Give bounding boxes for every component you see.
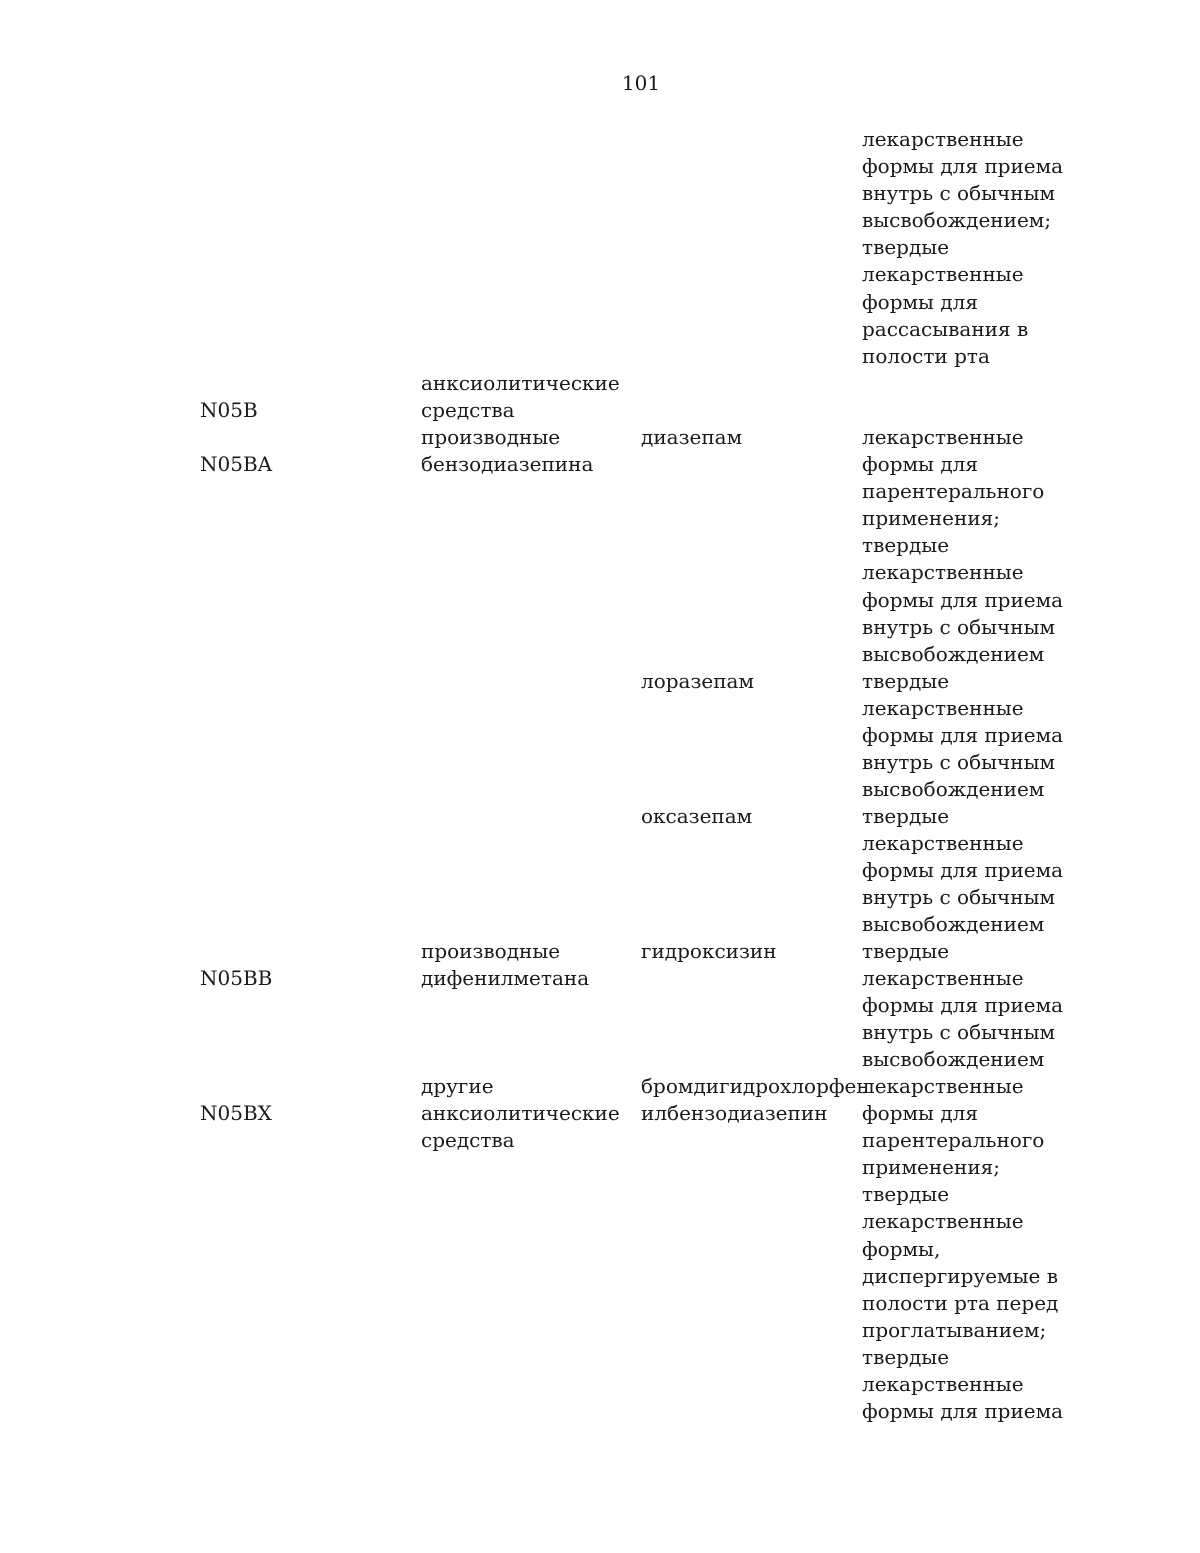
group-name-n05b: анксиолитические средства [421,371,620,423]
page-number: 101 [621,71,661,95]
dosage-form-hydroxyzine: твердые лекарственные формы для приема внутрь с обычным высвобождением [862,939,1064,1072]
drug-name-bromdihydrochlorphenylbenzodiazepine: бромдигидрохлорфен илбензодиазепин [641,1074,870,1126]
dosage-form-continued: лекарственные формы для приема внутрь с обычным высвобождением; твердые лекарственные формы для рассасывания в полости рта [862,127,1064,368]
drug-name-oxazepam: оксазепам [641,804,753,828]
atc-code-n05ba: N05BA [200,452,273,476]
group-name-n05ba: производные бензодиазепина [421,425,594,477]
drug-name-lorazepam: лоразепам [641,669,755,693]
group-name-n05bx: другие анксиолитические средства [421,1074,620,1153]
atc-code-n05bx: N05BX [200,1101,272,1125]
dosage-form-bromdihydrochlorphenylbenzodiazepine: лекарственные формы для парентерального применения; твердые лекарственные формы, диспергируемые в полости рта перед проглатыванием; твердые лекарственные формы для приема [862,1074,1064,1424]
atc-code-n05bb: N05BB [200,966,273,990]
group-name-n05bb: производные дифенилметана [421,939,590,991]
drug-name-diazepam: диазепам [641,425,743,449]
dosage-form-oxazepam: твердые лекарственные формы для приема внутрь с обычным высвобождением [862,804,1064,937]
atc-code-n05b: N05B [200,398,258,422]
drug-name-hydroxyzine: гидроксизин [641,939,777,963]
dosage-form-diazepam: лекарственные формы для парентерального применения; твердые лекарственные формы для приема внутрь с обычным высвобождением [862,425,1064,666]
dosage-form-lorazepam: твердые лекарственные формы для приема внутрь с обычным высвобождением [862,669,1064,802]
